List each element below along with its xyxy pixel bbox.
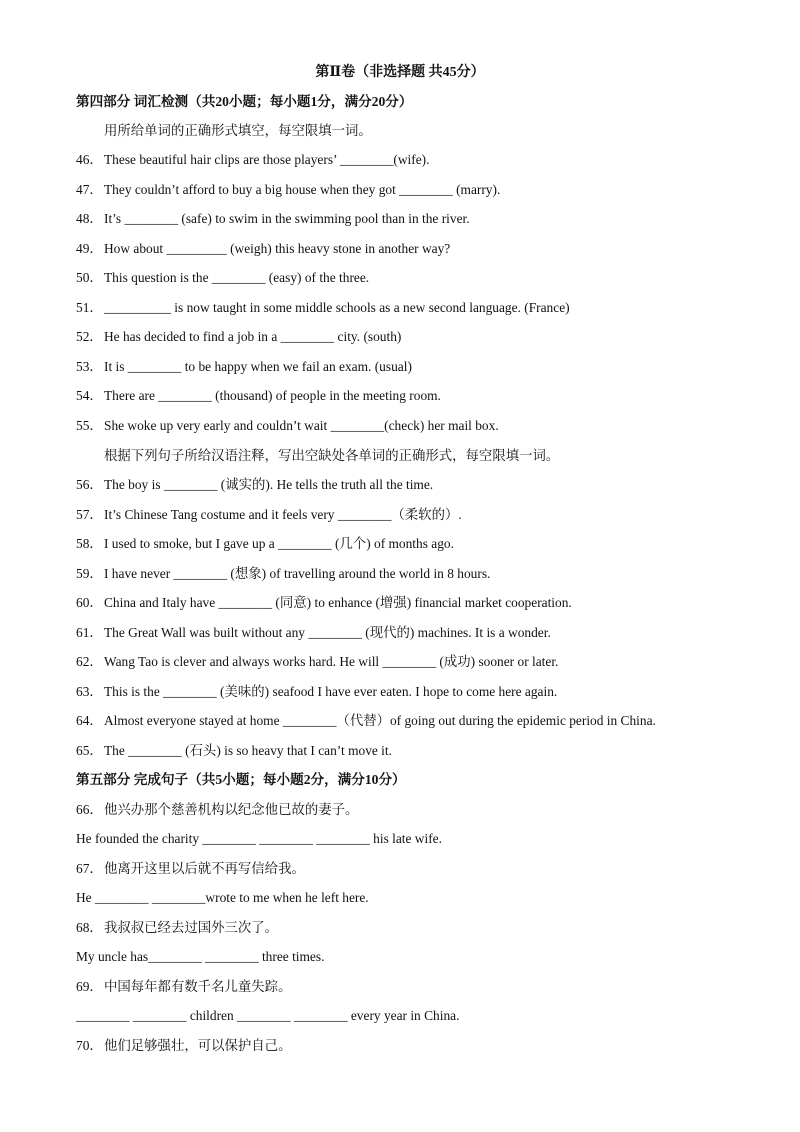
question-number: 54． <box>76 388 103 403</box>
question-text: These beautiful hair clips are those players’ ________(wife). <box>104 152 430 167</box>
question-number: 53． <box>76 359 103 374</box>
question-number: 63． <box>76 684 103 699</box>
chinese-sentence: 中国每年都有数千名儿童失踪。 <box>104 979 292 994</box>
part5-heading: 第五部分 完成句子（共5小题；每小题2分，满分10分） <box>76 772 406 787</box>
question-66-answer-line: He founded the charity ________ ________ ________ his late wife. <box>76 831 442 846</box>
question-number: 62． <box>76 654 103 669</box>
question-67-prompt <box>76 859 760 879</box>
question-text: It’s Chinese Tang costume and it feels very ________（柔软的）. <box>104 507 462 522</box>
question-number: 46． <box>76 152 103 167</box>
question-text: How about _________ (weigh) this heavy stone in another way? <box>104 241 451 256</box>
chinese-sentence: 他们足够强壮，可以保护自己。 <box>104 1038 292 1053</box>
question-52 <box>76 327 760 347</box>
question-65 <box>76 741 760 761</box>
question-number: 70． <box>76 1038 103 1053</box>
question-number: 60． <box>76 595 103 610</box>
question-63 <box>76 682 760 702</box>
question-number: 68． <box>76 920 103 935</box>
chinese-sentence: 他离开这里以后就不再写信给我。 <box>104 861 305 876</box>
question-number: 57． <box>76 507 103 522</box>
question-text: __________ is now taught in some middle schools as a new second language. (France) <box>104 300 570 315</box>
question-68-prompt <box>76 918 760 938</box>
question-number: 59． <box>76 566 103 581</box>
question-text: It’s ________ (safe) to swim in the swimming pool than in the river. <box>104 211 470 226</box>
question-text: She woke up very early and couldn’t wait ________(check) her mail box. <box>104 418 499 433</box>
question-text: The ________ (石头) is so heavy that I can’t move it. <box>104 743 392 758</box>
question-text: China and Italy have ________ (同意) to enhance (增强) financial market cooperation. <box>104 595 572 610</box>
question-number: 49． <box>76 241 103 256</box>
question-46 <box>76 150 760 170</box>
question-text: The boy is ________ (诚实的). He tells the truth all the time. <box>104 477 434 492</box>
question-68-answer-line: My uncle has________ ________ three times. <box>76 949 325 964</box>
question-number: 65． <box>76 743 103 758</box>
question-54 <box>76 386 760 406</box>
question-text: This question is the ________ (easy) of the three. <box>104 270 370 285</box>
question-49 <box>76 239 760 259</box>
question-number: 48． <box>76 211 103 226</box>
question-text: I have never ________ (想象) of travelling around the world in 8 hours. <box>104 566 491 581</box>
question-text: I used to smoke, but I gave up a ________ (几个) of months ago. <box>104 536 454 551</box>
question-53 <box>76 357 760 377</box>
question-number: 58． <box>76 536 103 551</box>
question-number: 64． <box>76 713 103 728</box>
question-59 <box>76 564 760 584</box>
question-text: There are ________ (thousand) of people in the meeting room. <box>104 388 441 403</box>
question-70-prompt <box>76 1036 760 1056</box>
question-48 <box>76 209 760 229</box>
question-57 <box>76 505 760 525</box>
chinese-sentence: 他兴办那个慈善机构以纪念他已故的妻子。 <box>104 802 359 817</box>
page-title: 第Ⅱ卷（非选择题 共45分） <box>315 65 485 80</box>
part4-instruction-2: 根据下列句子所给汉语注释，写出空缺处各单词的正确形式，每空限填一词。 <box>104 448 560 463</box>
chinese-sentence: 我叔叔已经去过国外三次了。 <box>104 920 279 935</box>
question-number: 67． <box>76 861 103 876</box>
question-text: The Great Wall was built without any ________ (现代的) machines. It is a wonder. <box>104 625 551 640</box>
question-number: 66． <box>76 802 103 817</box>
question-58 <box>76 534 760 554</box>
question-69-answer-line: ________ ________ children ________ ________ every year in China. <box>76 1008 460 1023</box>
part4-instruction-1: 用所给单词的正确形式填空，每空限填一词。 <box>104 123 372 138</box>
question-47 <box>76 180 760 200</box>
question-number: 56． <box>76 477 103 492</box>
question-number: 61． <box>76 625 103 640</box>
question-number: 47． <box>76 182 103 197</box>
question-62 <box>76 652 760 672</box>
question-55 <box>76 416 760 436</box>
question-61 <box>76 623 760 643</box>
question-69-prompt <box>76 977 760 997</box>
question-text: It is ________ to be happy when we fail an exam. (usual) <box>104 359 412 374</box>
question-number: 55． <box>76 418 103 433</box>
question-text: Wang Tao is clever and always works hard. He will ________ (成功) sooner or later. <box>104 654 559 669</box>
question-text: They couldn’t afford to buy a big house when they got ________ (marry). <box>104 182 501 197</box>
question-number: 69． <box>76 979 103 994</box>
question-50 <box>76 268 760 288</box>
question-text: Almost everyone stayed at home ________（代替）of going out during the epidemic period in China. <box>104 713 656 728</box>
question-56 <box>76 475 760 495</box>
question-51 <box>76 298 760 318</box>
question-number: 50． <box>76 270 103 285</box>
question-text: He has decided to find a job in a ________ city. (south) <box>104 329 402 344</box>
question-60 <box>76 593 760 613</box>
question-66-prompt <box>76 800 760 820</box>
question-number: 52． <box>76 329 103 344</box>
part4-heading: 第四部分 词汇检测（共20小题；每小题1分，满分20分） <box>76 94 413 109</box>
question-text: This is the ________ (美味的) seafood I have ever eaten. I hope to come here again. <box>104 684 558 699</box>
question-67-answer-line: He ________ ________wrote to me when he left here. <box>76 890 369 905</box>
question-64 <box>76 711 760 731</box>
question-number: 51． <box>76 300 103 315</box>
